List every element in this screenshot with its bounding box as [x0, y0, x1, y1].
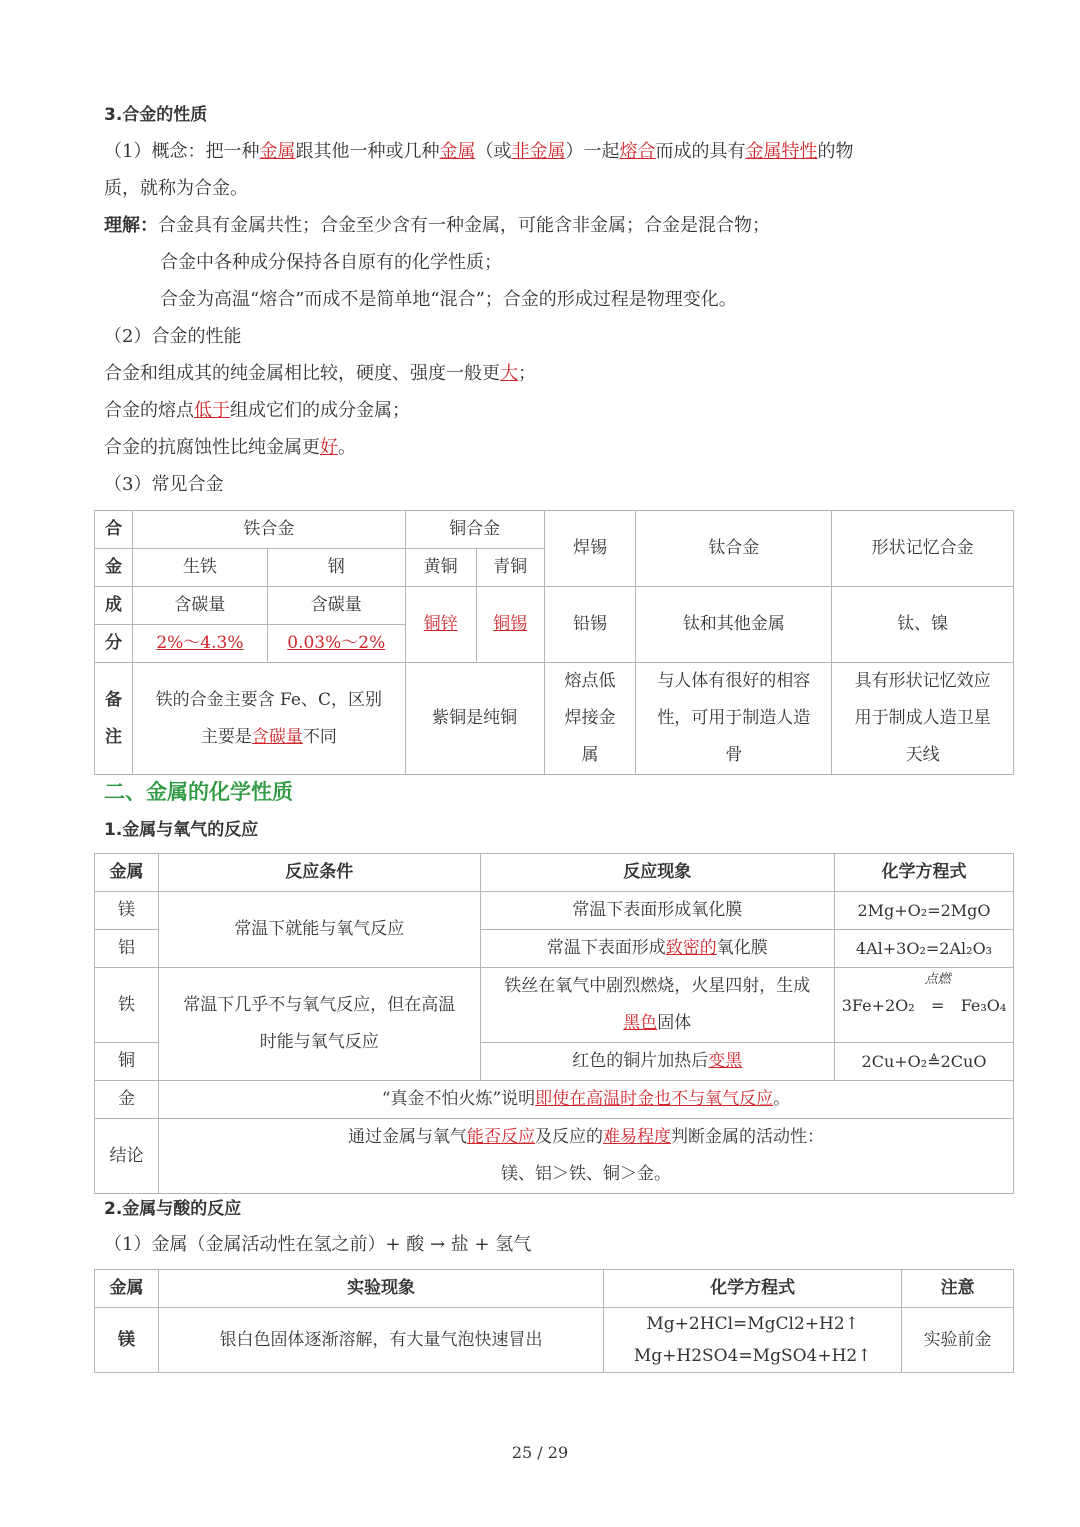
solder-header: 焊锡	[544, 511, 636, 587]
text: 及反应的	[534, 1127, 603, 1147]
steel-carbon	[267, 625, 405, 663]
copper-alloy-header: 铜合金	[405, 511, 544, 549]
bronze-composition	[476, 587, 544, 663]
solder-note	[544, 663, 636, 775]
text: ）一起	[565, 141, 620, 162]
copper-note: 紫铜是纯铜	[405, 663, 544, 775]
column-header: 反应现象	[480, 854, 835, 892]
text: （或	[475, 141, 512, 162]
equation-cell: 4Al+3O₂=2Al₂O₃	[835, 930, 1014, 968]
text: 3Fe+2O₂	[841, 995, 915, 1015]
text	[485, 1005, 831, 1042]
side-label: 金	[95, 549, 133, 587]
note-line: 用于制成人造卫星	[854, 708, 991, 728]
answer-blank: 好	[320, 437, 338, 458]
metal-cell: 金	[95, 1081, 159, 1119]
note-line: 天线	[905, 745, 940, 765]
equation-cell: 2Cu+O₂≜2CuO	[835, 1043, 1014, 1081]
answer-blank: 大	[500, 363, 518, 384]
iron-note	[132, 663, 405, 775]
notes-label	[95, 663, 133, 775]
column-header: 化学方程式	[835, 854, 1014, 892]
acid-rule: （1）金属（金属活动性在氢之前）+ 酸 → 盐 + 氢气	[104, 1234, 532, 1255]
text: 合金的熔点	[104, 400, 194, 421]
carbon-label: 含碳量	[132, 587, 267, 625]
brass-header: 黄铜	[405, 549, 476, 587]
phenomenon-cell	[480, 968, 835, 1043]
titanium-alloy-header: 钛合金	[636, 511, 832, 587]
pig-iron-header: 生铁	[132, 549, 267, 587]
equation-line: Mg+2HCl=MgCl2+H2↑	[646, 1314, 859, 1334]
text: 判断金属的活动性：	[670, 1127, 824, 1147]
column-header: 金属	[95, 854, 159, 892]
phenomenon-cell	[480, 930, 835, 968]
shape-memory-composition: 钛、镍	[832, 587, 1014, 663]
steel-header: 钢	[267, 549, 405, 587]
text: 。	[338, 437, 356, 458]
text: Fe₃O₄	[960, 995, 1007, 1015]
chemical-properties-heading: 二、金属的化学性质	[104, 780, 293, 804]
shape-memory-header: 形状记忆合金	[832, 511, 1014, 587]
text: 镁、铝＞铁、铜＞金。	[500, 1164, 671, 1184]
equation-line: Mg+H2SO4=MgSO4+H2↑	[633, 1346, 872, 1366]
note-cell: 实验前金	[902, 1308, 1014, 1373]
understand-line-3: 合金为高温“熔合”而成不是简单地“混合”；合金的形成过程是物理变化。	[160, 289, 737, 310]
metal-cell: 镁	[95, 1308, 159, 1373]
pig-iron-carbon	[132, 625, 267, 663]
note-line: 熔点低	[564, 671, 616, 691]
text: （1）概念：把一种	[104, 141, 260, 162]
equation-cell: 2Mg+O₂=2MgO	[835, 892, 1014, 930]
text: 通过金属与氧气	[347, 1127, 467, 1147]
equation-cell	[604, 1308, 902, 1373]
note-line: 具有形状记忆效应	[854, 671, 991, 691]
concept-line-1	[104, 139, 853, 165]
condition-label: 点燃	[924, 971, 951, 987]
titanium-note	[636, 663, 832, 775]
answer-blank: 非金属	[511, 141, 566, 162]
phenomenon-cell: 常温下表面形成氧化膜	[480, 892, 835, 930]
text: 固体	[657, 1013, 692, 1033]
side-label: 备	[104, 689, 122, 710]
condition-cell: 常温下就能与氧气反应	[158, 892, 480, 968]
concept-line-2: 质，就称为合金。	[104, 178, 248, 199]
iron-alloy-header: 铁合金	[132, 511, 405, 549]
column-header: 实验现象	[158, 1270, 603, 1308]
metal-cell: 铝	[95, 930, 159, 968]
condition-cell	[158, 968, 480, 1081]
conclusion-cell	[158, 1119, 1013, 1194]
text: 不同	[302, 726, 337, 747]
oxygen-reaction-title: 1.金属与氧气的反应	[104, 820, 259, 840]
gold-cell	[158, 1081, 1013, 1119]
answer-blank: 金属特性	[745, 141, 818, 162]
shape-memory-note	[832, 663, 1014, 775]
equation-cell	[835, 968, 1014, 1043]
column-header: 金属	[95, 1270, 159, 1308]
metal-cell: 铁	[95, 968, 159, 1043]
metal-cell: 镁	[95, 892, 159, 930]
note-line: 属	[581, 745, 599, 765]
common-alloys-table	[94, 510, 1014, 775]
brass-composition	[405, 587, 476, 663]
performance-line-3	[104, 435, 356, 461]
answer-blank: 难易程度	[602, 1127, 671, 1147]
side-label: 合	[95, 511, 133, 549]
answer-blank: 铜锌	[423, 614, 458, 634]
side-label: 成	[95, 587, 133, 625]
answer-blank: 黑色	[623, 1013, 658, 1033]
text: 常温下几乎不与氧气反应，但在高温	[183, 995, 456, 1015]
answer-blank: 0.03%～2%	[287, 633, 386, 653]
text: 合金具有金属共性；合金至少含有一种金属，可能含非金属；合金是混合物；	[158, 215, 770, 236]
text: 。	[773, 1089, 791, 1109]
titanium-composition: 钛和其他金属	[636, 587, 832, 663]
answer-blank: 变黑	[708, 1051, 743, 1071]
side-label: 注	[104, 726, 122, 747]
text: 的物	[817, 141, 854, 162]
reaction-condition: 点燃 =	[915, 987, 961, 1024]
acid-reaction-title: 2.金属与酸的反应	[104, 1199, 242, 1219]
text: 铁丝在氧气中剧烈燃烧，火星四射，生成	[504, 976, 811, 996]
understand-line-2: 合金中各种成分保持各自原有的化学性质；	[160, 252, 502, 273]
carbon-label: 含碳量	[267, 587, 405, 625]
page-number: 25 / 29	[511, 1443, 569, 1462]
common-alloys-title: （3）常见合金	[104, 474, 224, 495]
text: 合金的抗腐蚀性比纯金属更	[104, 437, 320, 458]
answer-blank: 2%～4.3%	[156, 633, 244, 653]
answer-blank: 熔合	[619, 141, 656, 162]
note-line: 骨	[725, 745, 743, 765]
answer-blank: 低于	[194, 400, 230, 421]
answer-blank: 即使在高温时金也不与氧气反应	[535, 1089, 774, 1109]
bronze-header: 青铜	[476, 549, 544, 587]
text: 主要是	[200, 726, 252, 747]
note-line: 铁的合金主要含 Fe、C，区别	[155, 689, 382, 710]
answer-blank: 能否反应	[466, 1127, 535, 1147]
note-line: 性，可用于制造人造	[657, 708, 811, 728]
conclusion-label: 结论	[95, 1119, 159, 1194]
answer-blank: 致密的	[665, 938, 717, 958]
answer-blank: 含碳量	[251, 726, 303, 747]
performance-line-1	[104, 361, 536, 387]
note-line: 与人体有很好的相容	[657, 671, 811, 691]
text: 时能与氧气反应	[259, 1032, 379, 1052]
text: “真金不怕火炼”说明	[381, 1089, 536, 1109]
understand-label: 理解：	[104, 215, 158, 236]
understand-line-1	[104, 213, 770, 239]
section-title-alloy-properties: 3.合金的性质	[104, 105, 208, 125]
oxygen-reaction-table	[94, 853, 1014, 1194]
text: 常温下表面形成	[546, 938, 666, 958]
column-header: 反应条件	[158, 854, 480, 892]
text: ；	[518, 363, 536, 384]
answer-blank: 铜锡	[493, 614, 528, 634]
text: 合金和组成其的纯金属相比较，硬度、强度一般更	[104, 363, 500, 384]
solder-composition: 铅锡	[544, 587, 636, 663]
column-header: 化学方程式	[604, 1270, 902, 1308]
text: 跟其他一种或几种	[295, 141, 440, 162]
text	[163, 1119, 1009, 1156]
text: 氧化膜	[716, 938, 768, 958]
side-label: 分	[95, 625, 133, 663]
phenomenon-cell	[480, 1043, 835, 1081]
note-line: 焊接金	[564, 708, 616, 728]
acid-reaction-table	[94, 1269, 1014, 1373]
performance-line-2	[104, 398, 410, 424]
phenomenon-cell: 银白色固体逐渐溶解，有大量气泡快速冒出	[158, 1308, 603, 1373]
note-line	[137, 719, 401, 756]
column-header: 注意	[902, 1270, 1014, 1308]
metal-cell: 铜	[95, 1043, 159, 1081]
text: 红色的铜片加热后	[572, 1051, 709, 1071]
text: 组成它们的成分金属；	[230, 400, 410, 421]
answer-blank: 金属	[439, 141, 476, 162]
text: 而成的具有	[655, 141, 746, 162]
answer-blank: 金属	[259, 141, 296, 162]
performance-title: （2）合金的性能	[104, 326, 242, 347]
